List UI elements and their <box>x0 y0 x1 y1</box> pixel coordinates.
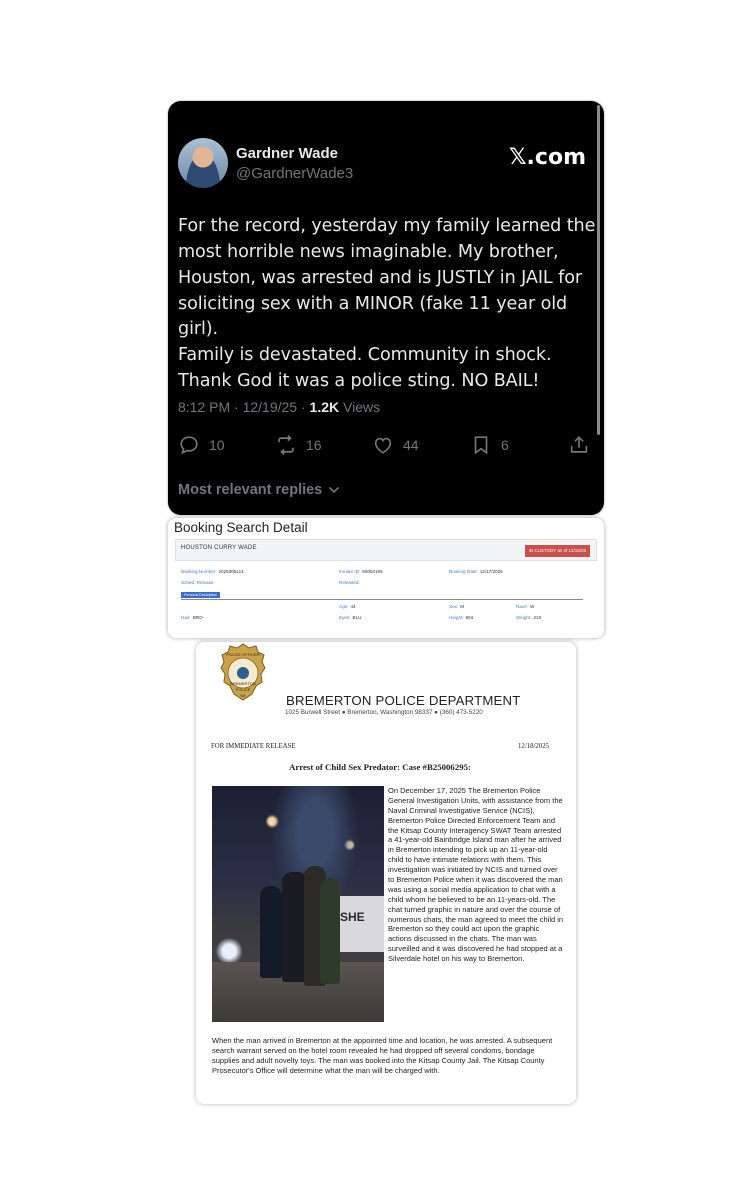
press-release-card <box>196 642 576 1104</box>
eyes-value: BLU <box>352 615 362 620</box>
x-logo: 𝕏.com <box>508 145 586 170</box>
most-relevant-label: Most relevant replies <box>178 482 323 498</box>
like-count: 44 <box>403 437 419 453</box>
bookmark-button[interactable] <box>470 434 509 456</box>
inmate-name: HOUSTON CURRY WADE <box>181 545 257 551</box>
author-handle[interactable]: @GardnerWade3 <box>236 165 354 182</box>
share-button[interactable] <box>568 434 599 456</box>
tweet-text <box>178 214 598 395</box>
tweet-text-line: For the record, yesterday my family learned the <box>178 216 596 236</box>
weight-field <box>516 615 541 620</box>
avatar[interactable] <box>178 138 228 188</box>
tweet-timestamp[interactable]: 8:12 PM · 12/19/25 · <box>178 399 310 415</box>
police-badge-logo <box>218 642 268 706</box>
height-label: Height: <box>449 615 464 620</box>
bookmark-count: 6 <box>501 437 509 453</box>
height-value: 604 <box>465 615 474 620</box>
hair-label: Hair: <box>181 615 191 620</box>
hair-value: BRO <box>192 615 203 620</box>
booking-date-value: 12/17/2025 <box>479 569 503 574</box>
department-address: 1025 Burwell Street ● Bremerton, Washington 98337 ● (360) 473-5220 <box>285 709 483 716</box>
booking-date-field <box>449 569 503 574</box>
repost-button[interactable] <box>275 434 322 456</box>
badge-state-text: WA <box>240 694 246 698</box>
race-value: W <box>530 604 535 609</box>
age-label: Age: <box>339 604 349 609</box>
booking-search-card <box>168 518 604 638</box>
personal-description-tab[interactable]: Personal Description <box>181 592 220 598</box>
badge-bottom-text: POLICE <box>235 687 251 692</box>
reply-icon <box>178 434 200 456</box>
tweet-text-line: Houston, was arrested and is JUSTLY in JAIL for <box>178 267 583 288</box>
sex-field <box>449 604 464 609</box>
sex-value: M <box>460 604 465 609</box>
age-value: 44 <box>350 604 356 609</box>
inmate-id-label: Inmate ID: <box>339 569 361 574</box>
hair-field <box>181 615 203 620</box>
officer-figure <box>320 878 340 984</box>
released-field <box>339 580 360 585</box>
tweet-text-line: Thank God it was a police sting. NO BAIL! <box>178 371 540 392</box>
like-button[interactable] <box>372 434 419 456</box>
custody-status-badge: IN CUSTODY as of 12/18/25 <box>525 545 590 557</box>
tweet-text-line: most horrible news imaginable. My brother, <box>178 241 559 262</box>
tweet-actions <box>178 434 594 458</box>
heart-icon <box>372 434 394 456</box>
department-name: BREMERTON POLICE DEPARTMENT <box>286 693 521 708</box>
eyes-label: Eyes: <box>339 615 351 620</box>
reply-count: 10 <box>209 437 225 453</box>
booking-date-label: Booking Date: <box>449 569 478 574</box>
booking-number-label: Booking Number: <box>181 569 217 574</box>
badge-city-text: BREMERTON <box>230 681 256 686</box>
sched-release-field <box>181 580 215 585</box>
press-column-text: On December 17, 2025 The Bremerton Police General Investigation Units, with assistance from the Naval Criminal Investigative Service (NCIS), Bremerton Police Directed Enforcement Team and the Kitsap County Interagency SWAT Team arrested a 41-year-old Bainbridge Island man after he arrived in Bremerton intending to pick up an 11-year-old child to have intimate relations with them. This investigation was initiated by NCIS and turned over to Bremerton Police when it was discovered the man was using a social media application to chat with a child whom he believed to be an 11-years-old. The chat turned graphic in nature and over the course of numerous chats, the man agreed to meet the child in Bremerton so they could act upon the graphic actions discussed in the chats. The man was surveilled and it was discovered he had stopped at a Silverdale hotel on his way to Bremerton. <box>388 786 564 964</box>
eyes-field <box>339 615 361 620</box>
tweet-card <box>168 101 604 515</box>
weight-value: 210 <box>533 615 542 620</box>
inmate-id-field <box>339 569 383 574</box>
race-field <box>516 604 534 609</box>
sex-label: Sex: <box>449 604 459 609</box>
weight-label: Weight: <box>516 615 532 620</box>
age-field <box>339 604 356 609</box>
race-label: Race: <box>516 604 529 609</box>
chevron-down-icon <box>328 485 340 495</box>
height-field <box>449 615 473 620</box>
tweet-text-line: Family is devastated. Community in shock. <box>178 345 552 366</box>
author-name[interactable]: Gardner Wade <box>236 145 338 162</box>
views-label: Views <box>339 399 381 415</box>
released-label: Released: <box>339 580 360 585</box>
press-headline: Arrest of Child Sex Predator: Case #B25006295: <box>289 762 471 772</box>
share-icon <box>568 434 590 456</box>
officer-figure <box>260 886 282 978</box>
booking-title: Booking Search Detail <box>174 520 308 535</box>
repost-count: 16 <box>306 437 322 453</box>
views-count: 1.2K <box>309 399 340 415</box>
booking-number-field <box>181 569 244 574</box>
booking-header <box>175 539 597 561</box>
release-label: FOR IMMEDIATE RELEASE <box>211 743 296 750</box>
tweet-text-line: soliciting sex with a MINOR (fake 11 year old girl). <box>178 293 568 340</box>
bookmark-icon <box>470 434 492 456</box>
repost-icon <box>275 434 297 456</box>
press-paragraph: When the man arrived in Bremerton at the appointed time and location, he was arrested. A subsequent search warrant served on the hotel room revealed he had dropped off several condoms, bondage supplies and adult novelty toys. The man was booked into the Kitsap County Jail. The Kitsap County Prosecutor's Office will determine what the man will be charged with. <box>212 1036 553 1075</box>
reply-button[interactable] <box>178 434 225 456</box>
divider <box>181 599 583 600</box>
release-date: 12/18/2025 <box>518 743 549 750</box>
badge-top-text: POLICE OFFICER <box>226 652 260 657</box>
tweet-meta <box>178 399 380 415</box>
car-lettering: SHE <box>340 910 365 924</box>
arrest-photo <box>212 786 384 1022</box>
most-relevant-replies-toggle[interactable] <box>178 482 340 498</box>
booking-number-value: 2025005114 <box>218 569 244 574</box>
sched-release-label: Sched. Release: <box>181 580 215 585</box>
inmate-id-value: 50004195 <box>362 569 383 574</box>
